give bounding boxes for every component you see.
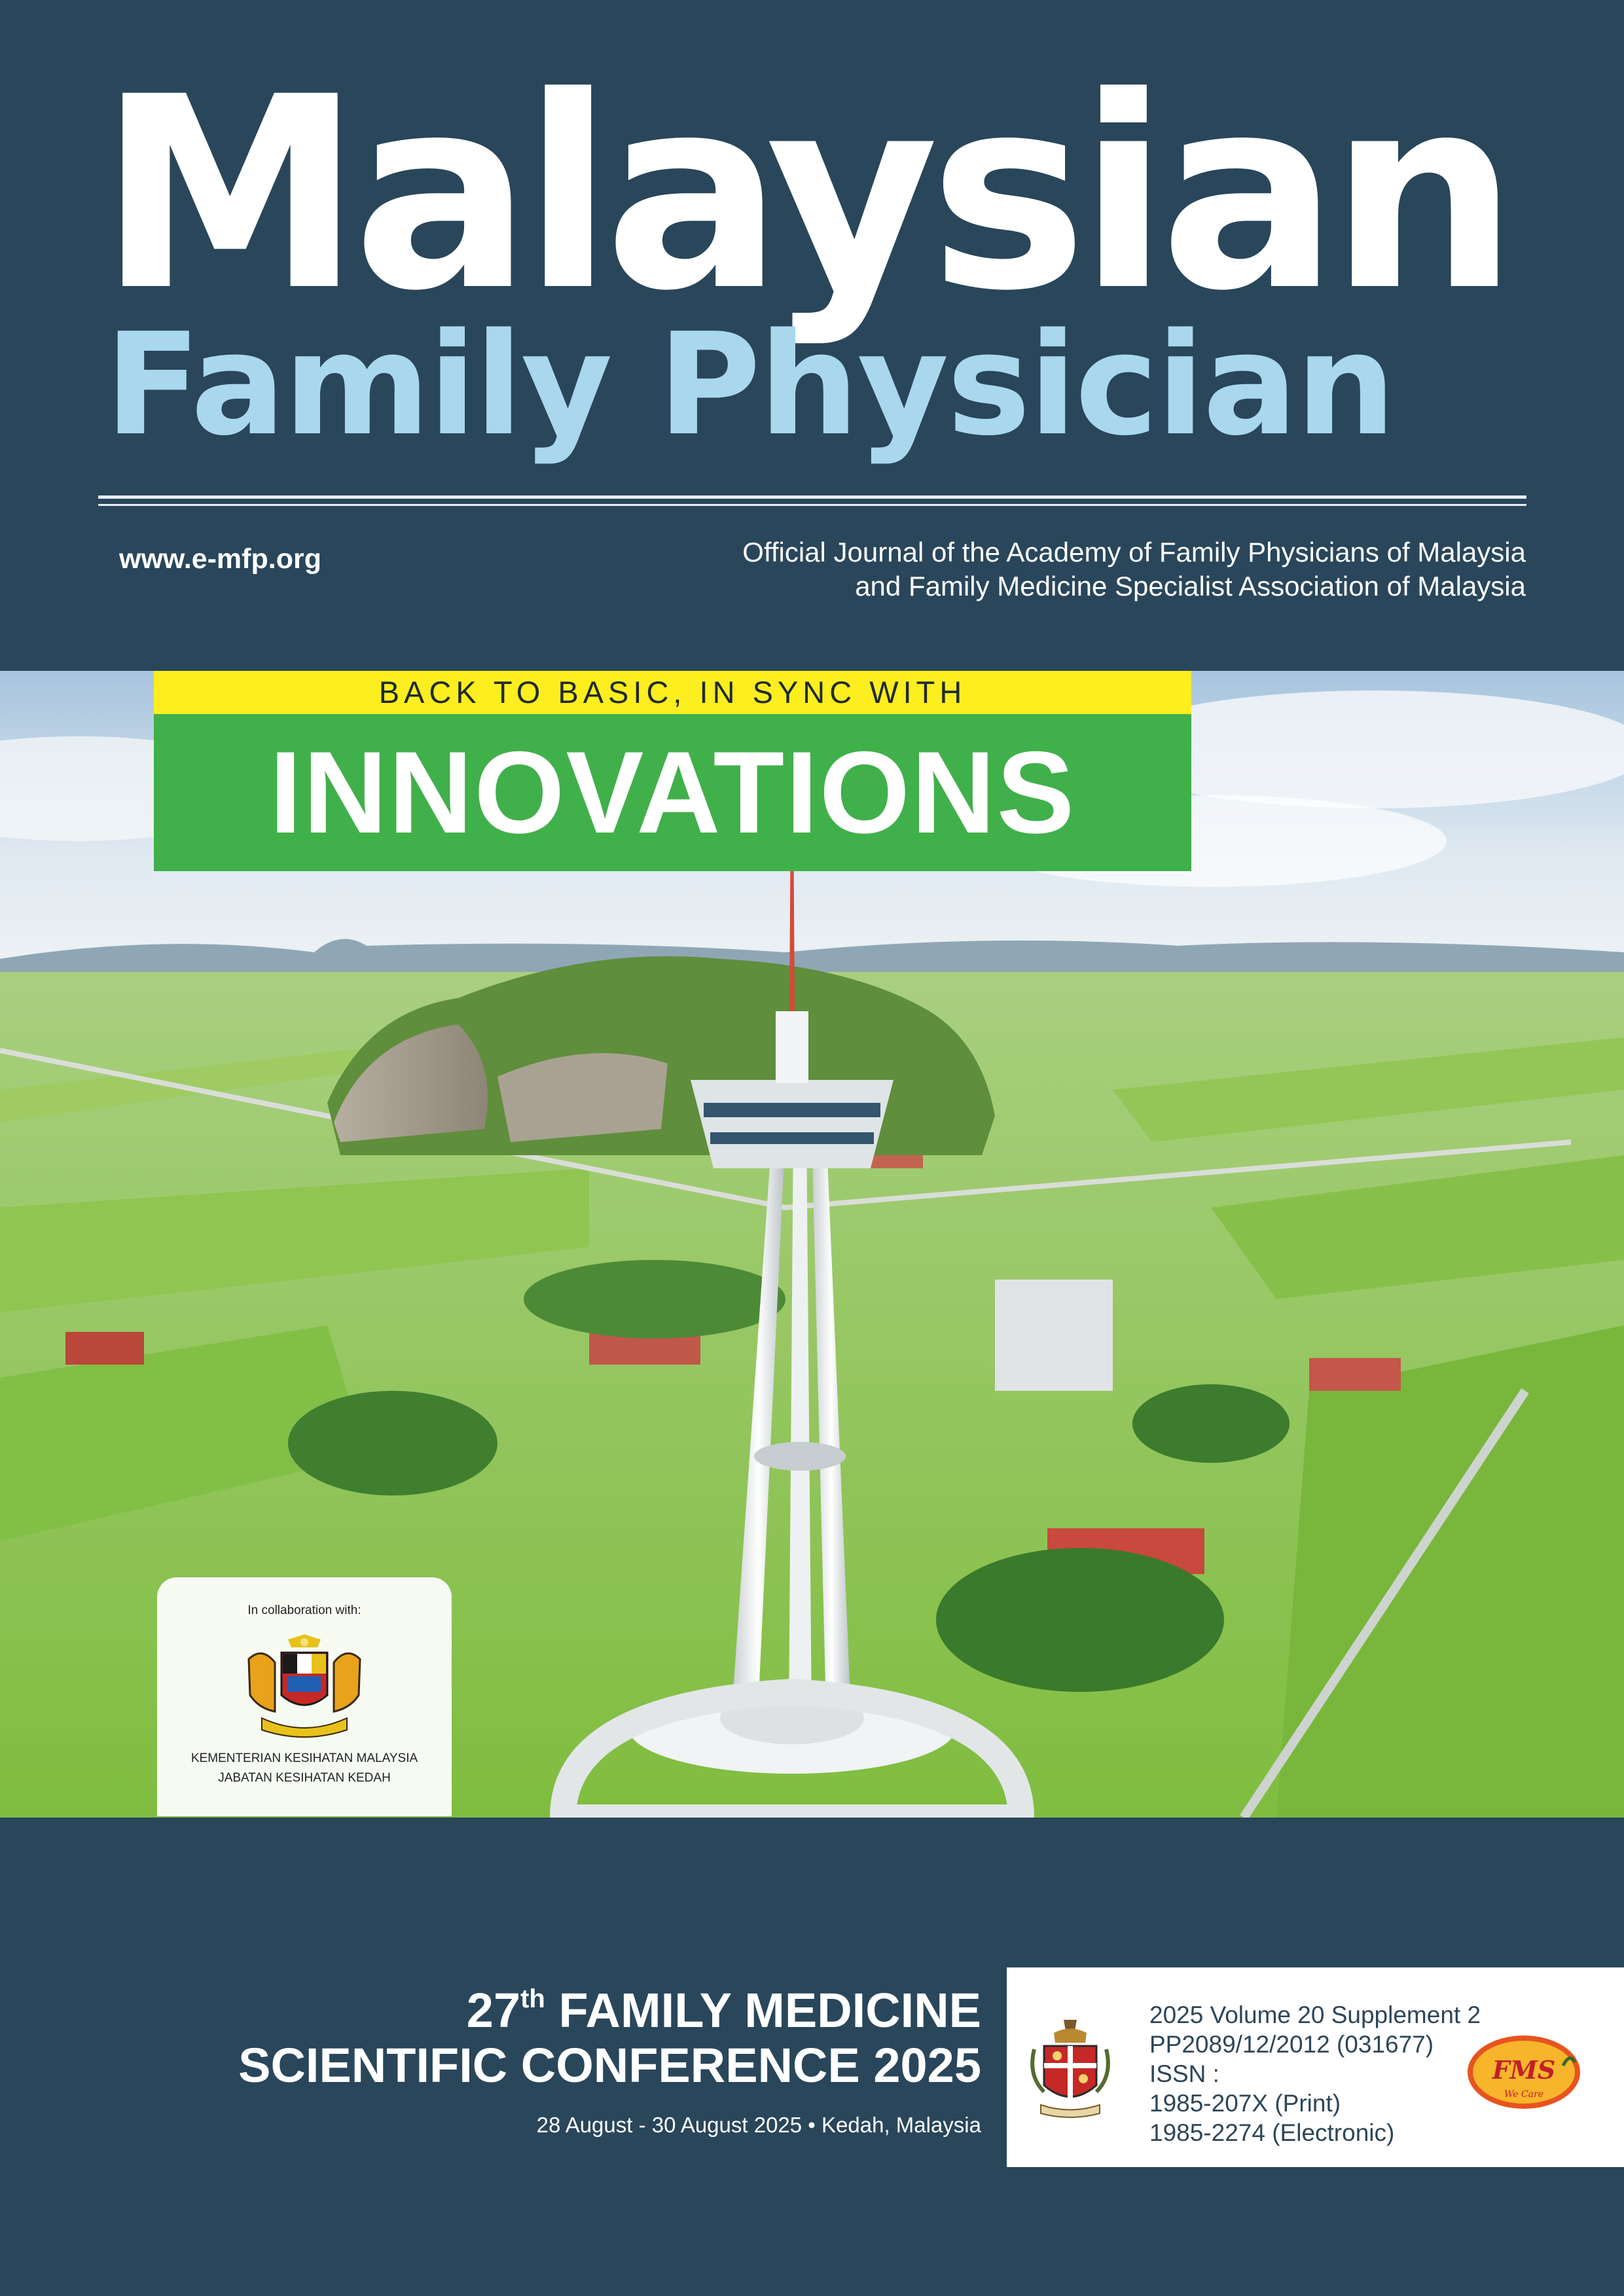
conference-dates: 28 August - 30 August 2025 • Kedah, Malaysia	[536, 2113, 981, 2137]
fms-logo-text: FMS	[1492, 2055, 1556, 2085]
journal-description	[742, 535, 1526, 603]
issn-electronic: 1985-2274 (Electronic)	[1149, 2119, 1395, 2146]
conference-ordinal-suffix: th	[520, 1984, 545, 2013]
theme-tagline: BACK TO BASIC, IN SYNC WITH	[154, 671, 1191, 714]
issn-print: 1985-207X (Print)	[1149, 2090, 1341, 2117]
ministry-name	[157, 1749, 452, 1788]
issue-volume: 2025 Volume 20 Supplement 2	[1149, 2001, 1481, 2028]
conference-ordinal: 27	[466, 1983, 521, 2037]
website-link[interactable]: www.e-mfp.org	[119, 543, 321, 575]
academy-crest-icon	[1028, 2017, 1113, 2121]
description-line: and Family Medicine Specialist Association of Malaysia	[855, 571, 1526, 601]
conference-title	[238, 1983, 981, 2093]
collaboration-card	[157, 1577, 452, 1816]
malaysia-coat-of-arms-icon	[236, 1633, 373, 1741]
ministry-line: KEMENTERIAN KESIHATAN MALAYSIA	[190, 1751, 418, 1765]
theme-headline: INNOVATIONS	[154, 714, 1191, 871]
collaboration-label: In collaboration with:	[247, 1604, 361, 1617]
conference-title-line1	[238, 1983, 981, 2038]
conference-title-rest: FAMILY MEDICINE	[558, 1983, 981, 2037]
issue-permit: PP2089/12/2012 (031677)	[1149, 2031, 1434, 2058]
journal-title: Malaysian	[98, 40, 1509, 349]
fms-association-logo-icon	[1465, 2033, 1583, 2111]
masthead-rule-thin	[98, 504, 1526, 506]
conference-title-line2: SCIENTIFIC CONFERENCE 2025	[238, 2038, 981, 2092]
issn-label: ISSN :	[1149, 2060, 1219, 2087]
issue-details	[1149, 2000, 1481, 2147]
journal-subtitle: Family Physician	[105, 302, 1394, 467]
ministry-line: JABATAN KESIHATAN KEDAH	[218, 1771, 391, 1785]
fms-logo-tagline: We Care	[1504, 2089, 1544, 2100]
masthead-rule	[98, 495, 1526, 499]
description-line: Official Journal of the Academy of Family Physicians of Malaysia	[742, 537, 1526, 567]
issue-info-box	[1007, 1967, 1624, 2167]
